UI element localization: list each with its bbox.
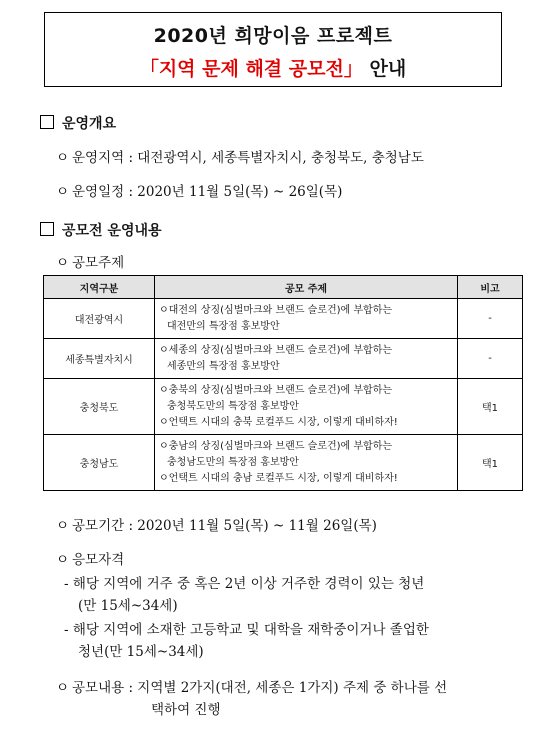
topic-label (56, 251, 124, 271)
table-cell-topic (155, 299, 458, 339)
table-cell-note: - (458, 299, 523, 339)
table-cell-note: - (458, 339, 523, 379)
section-overview-heading (40, 113, 116, 133)
section-contest-label: 공모전 운영내용 (62, 223, 162, 239)
contest-period-text: 공모기간 : 2020년 11월 5일(목) ~ 11월 26일(목) (72, 518, 377, 534)
table-cell-note: 택1 (458, 379, 523, 435)
topic-line: 대전만의 특장점 홍보방안 (167, 320, 280, 332)
topic-line: ㅇ언택트 시대의 충남 로컬푸드 시장, 이렇게 대비하자! (159, 472, 398, 484)
title-line2 (45, 54, 501, 81)
table-cell-topic (155, 435, 458, 491)
eligibility-line: 청년(만 15세~34세) (78, 644, 204, 660)
circle-bullet-icon: ㅇ (56, 150, 70, 166)
overview-schedule-text: 운영일정 : 2020년 11월 5일(목) ~ 26일(목) (72, 184, 343, 200)
circle-bullet-icon: ㅇ (56, 552, 70, 568)
topic-line: ㅇ대전의 상징(심벌마크와 브랜드 슬로건)에 부합하는 (159, 304, 393, 316)
topic-line: 세종만의 특장점 홍보방안 (167, 360, 280, 372)
overview-region (56, 146, 424, 166)
table-header-note: 비고 (458, 276, 523, 299)
circle-bullet-icon: ㅇ (56, 518, 70, 534)
table-header-region: 지역구분 (44, 276, 155, 299)
table-row (44, 379, 523, 435)
table-cell-topic (155, 379, 458, 435)
topic-line: 충청북도만의 특장점 홍보방안 (167, 400, 299, 412)
topic-line: ㅇ충북의 상징(심벌마크와 브랜드 슬로건)에 부합하는 (159, 384, 393, 396)
title-suffix: 안내 (362, 58, 407, 80)
contest-period (56, 514, 377, 534)
topic-table (43, 275, 523, 491)
checkbox-square-icon (40, 115, 54, 129)
table-cell-region: 충청북도 (44, 379, 155, 435)
overview-schedule (56, 180, 342, 200)
contest-content (56, 676, 447, 696)
title-line1: 2020년 희망이음 프로젝트 (153, 25, 393, 47)
table-cell-topic (155, 339, 458, 379)
eligibility-line: - 해당 지역에 소재한 고등학교 및 대학을 재학중이거나 졸업한 (64, 622, 429, 638)
circle-bullet-icon: ㅇ (56, 255, 70, 271)
eligibility-label (56, 548, 124, 568)
section-contest-heading (40, 220, 162, 240)
checkbox-square-icon (40, 222, 54, 236)
table-row (44, 339, 523, 379)
table-cell-note: 택1 (458, 435, 523, 491)
circle-bullet-icon: ㅇ (56, 680, 70, 696)
table-row (44, 435, 523, 491)
table-cell-region: 세종특별자치시 (44, 339, 155, 379)
table-header-topic: 공모 주제 (155, 276, 458, 299)
table-row (44, 299, 523, 339)
circle-bullet-icon: ㅇ (56, 184, 70, 200)
eligibility-line: (만 15세~34세) (78, 598, 178, 614)
eligibility-label-text: 응모자격 (72, 552, 125, 568)
topic-line: 충청남도만의 특장점 홍보방안 (167, 456, 299, 468)
title-contest-name: 「지역 문제 해결 공모전」 (139, 58, 363, 80)
contest-content-text: 공모내용 : 지역별 2가지(대전, 세종은 1가지) 주제 중 하나를 선 (72, 680, 448, 696)
overview-region-text: 운영지역 : 대전광역시, 세종특별자치시, 충청북도, 충청남도 (72, 150, 424, 166)
table-cell-region: 대전광역시 (44, 299, 155, 339)
contest-content-cont: 택하여 진행 (151, 702, 221, 718)
topic-line: ㅇ충남의 상징(심벌마크와 브랜드 슬로건)에 부합하는 (159, 440, 393, 452)
title-box (44, 12, 502, 87)
table-cell-region: 충청남도 (44, 435, 155, 491)
section-overview-label: 운영개요 (62, 116, 117, 132)
topic-line: ㅇ언택트 시대의 충북 로컬푸드 시장, 이렇게 대비하자! (159, 416, 398, 428)
topic-line: ㅇ세종의 상징(심벌마크와 브랜드 슬로건)에 부합하는 (159, 344, 393, 356)
topic-label-text: 공모주제 (72, 255, 125, 271)
eligibility-line: - 해당 지역에 거주 중 혹은 2년 이상 거주한 경력이 있는 청년 (64, 576, 425, 592)
